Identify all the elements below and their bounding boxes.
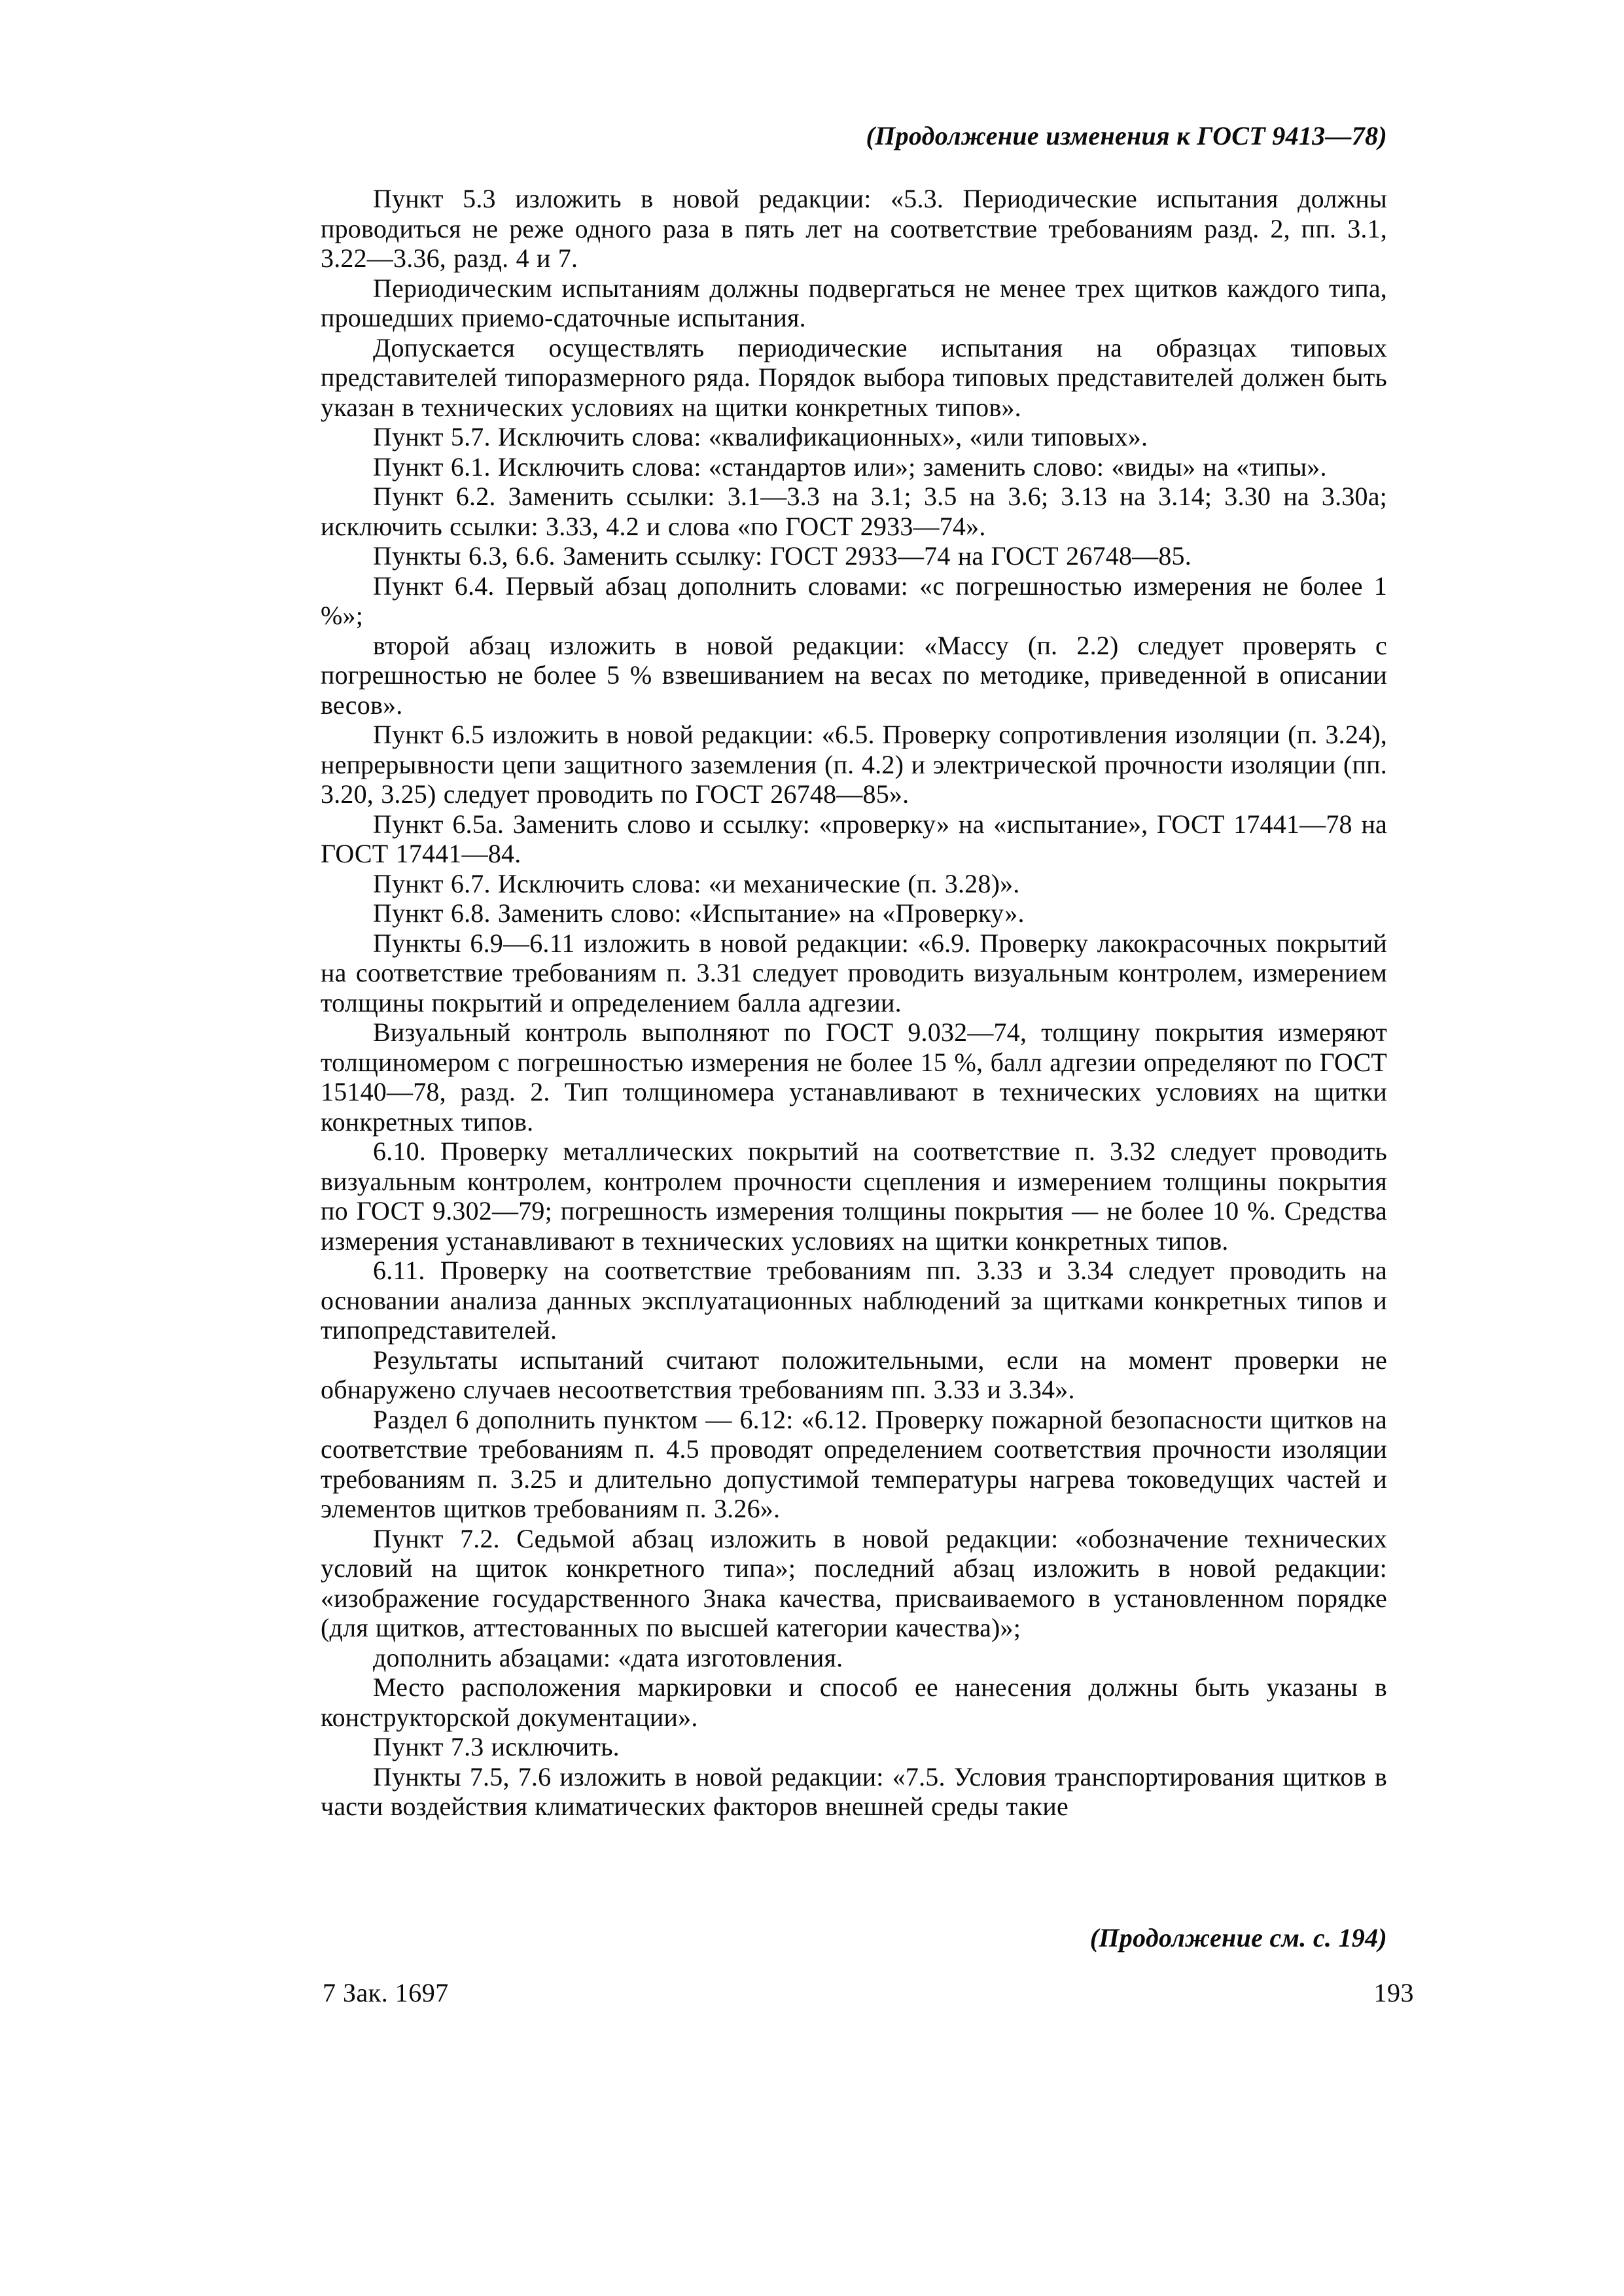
paragraph: Пункт 5.7. Исключить слова: «квалификационных», «или типовых».: [373, 422, 1148, 451]
paragraph: Визуальный контроль выполняют по ГОСТ 9.032—74, толщину покрытия измеряют толщиномером с погрешностью измерения не более 15 %, балл адгезии определяют по ГОСТ 15140—78, разд. 2. Тип толщиномера устанавливают в технических условиях на щитки конкретных типов.: [321, 1017, 1387, 1137]
paragraph: 6.10. Проверку металлических покрытий на соответствие п. 3.32 следует проводить визуальным контролем, контролем прочности сцепления и измерением толщины покрытия по ГОСТ 9.302—79; погрешность измерения толщины покрытия — не более 10 %. Средства измерения устанавливают в технических условиях на щитки конкретных типов.: [321, 1137, 1387, 1256]
paragraph: Пункты 7.5, 7.6 изложить в новой редакции: «7.5. Условия транспортирования щитков в части воздействия климатических факторов внешней среды такие: [321, 1761, 1387, 1821]
paragraph: Пункты 6.9—6.11 изложить в новой редакции: «6.9. Проверку лакокрасочных покрытий на соответствие требованиям п. 3.31 следует проводить визуальным контролем, измерением толщины покрытий и определением балла адгезии.: [321, 928, 1387, 1017]
paragraph: Допускается осуществлять периодические испытания на образцах типовых представителей типоразмерного ряда. Порядок выбора типовых представителей должен быть указан в технических условиях на щитки конкретных типов».: [321, 332, 1387, 422]
paragraph: Пункт 6.2. Заменить ссылки: 3.1—3.3 на 3.1; 3.5 на 3.6; 3.13 на 3.14; 3.30 на 3.30а; исключить ссылки: 3.33, 4.2 и слова «по ГОСТ 2933—74».: [321, 482, 1387, 541]
paragraph: Пункт 6.4. Первый абзац дополнить словами: «с погрешностью измерения не более 1 %»;: [321, 571, 1387, 630]
paragraph: Пункт 6.1. Исключить слова: «стандартов или»; заменить слово: «виды» на «типы».: [373, 451, 1327, 482]
paragraph: Пункт 6.5а. Заменить слово и ссылку: «проверку» на «испытание», ГОСТ 17441—78 на ГОСТ 17441—84.: [321, 809, 1387, 868]
paragraph: 6.11. Проверку на соответствие требованиям пп. 3.33 и 3.34 следует проводить на основании анализа данных эксплуатационных наблюдений за щитками конкретных типов и типопредставителей.: [321, 1256, 1387, 1345]
page-footer: [323, 1977, 1414, 2008]
printing-imprint: 7 Зак. 1697: [323, 1978, 449, 2007]
paragraph: Пункты 6.3, 6.6. Заменить ссылку: ГОСТ 2933—74 на ГОСТ 26748—85.: [373, 541, 1192, 571]
paragraph: Результаты испытаний считают положительными, если на момент проверки не обнаружено случаев несоответствия требованиям пп. 3.33 и 3.34».: [321, 1345, 1387, 1404]
paragraph: Раздел 6 дополнить пунктом — 6.12: «6.12. Проверку пожарной безопасности щитков на соответствие требованиям п. 4.5 проводят определением соответствия прочности изоляции требованиям п. 3.25 и длительно допустимой температуры нагрева токоведущих частей и элементов щитков требованиям п. 3.26».: [321, 1404, 1387, 1523]
paragraph: Место расположения маркировки и способ ее нанесения должны быть указаны в конструкторской документации».: [321, 1672, 1387, 1732]
paragraph: Пункт 6.7. Исключить слова: «и механические (п. 3.28)».: [373, 868, 1020, 898]
paragraph: Пункт 5.3 изложить в новой редакции: «5.3. Периодические испытания должны проводиться не реже одного раза в пять лет на соответствие требованиям разд. 2, пп. 3.1, 3.22—3.36, разд. 4 и 7.: [321, 184, 1387, 273]
continuation-note: (Продолжение см. с. 194): [1089, 1923, 1387, 1952]
paragraph: Периодическим испытаниям должны подвергаться не менее трех щитков каждого типа, прошедших приемо-сдаточные испытания.: [321, 273, 1387, 332]
page-number: 193: [1373, 1978, 1414, 2007]
paragraph: Пункт 7.3 исключить.: [373, 1732, 620, 1761]
paragraph: Пункт 7.2. Седьмой абзац изложить в новой редакции: «обозначение технических условий на щиток конкретного типа»; последний абзац изложить в новой редакции: «изображение государственного Знака качества, присваиваемого в установленном порядке (для щитков, аттестованных по высшей категории качества)»;: [321, 1523, 1387, 1642]
paragraph: Пункт 6.5 изложить в новой редакции: «6.5. Проверку сопротивления изоляции (п. 3.24), непрерывности цепи защитного заземления (п. 4.2) и электрической прочности изоляции (пп. 3.20, 3.25) следует проводить по ГОСТ 26748—85».: [321, 720, 1387, 809]
page-header-continuation: (Продолжение изменения к ГОСТ 9413—78): [866, 121, 1387, 150]
paragraph: дополнить абзацами: «дата изготовления.: [373, 1642, 843, 1672]
paragraph: второй абзац изложить в новой редакции: «Массу (п. 2.2) следует проверять с погрешностью не более 5 % взвешиванием на весах по методике, приведенной в описании весов».: [321, 630, 1387, 720]
document-content: [321, 121, 1387, 1822]
paragraph: Пункт 6.8. Заменить слово: «Испытание» на «Проверку».: [373, 898, 1025, 928]
